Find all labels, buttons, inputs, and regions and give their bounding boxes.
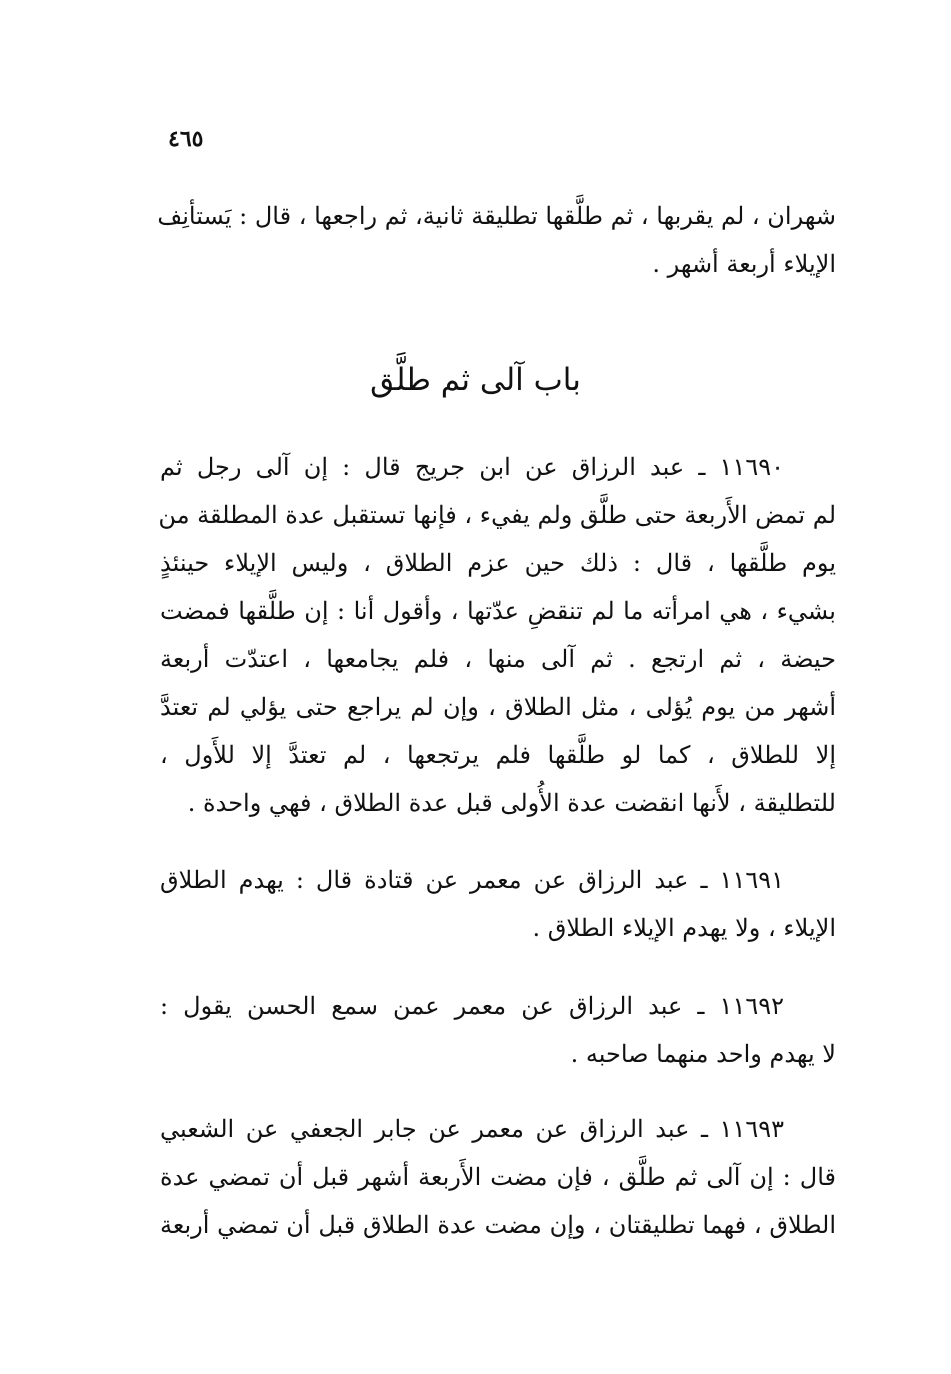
text-line: ١١٦٩٢ ـ عبد الرزاق عن معمر عمن سمع الحسن يقول : <box>160 992 784 1020</box>
text-line: حيضة ، ثم ارتجع . ثم آلى منها ، فلم يجامعها ، اعتدّت أربعة <box>160 645 836 673</box>
hadith-11693 <box>160 1105 836 1249</box>
text-line: إلا للطلاق ، كما لو طلَّقها فلم يرتجعها ، لم تعتدَّ إلا للأَول ، <box>160 741 836 769</box>
text-line: الإيلاء أربعة أشهر . <box>652 250 836 278</box>
hadith-11691 <box>160 856 836 952</box>
text-line: أشهر من يوم يُؤلى ، مثل الطلاق ، وإن لم يراجع حتى يؤلي لم تعتدَّ <box>160 693 836 721</box>
text-line: للتطليقة ، لأَنها انقضت عدة الأُولى قبل عدة الطلاق ، فهي واحدة . <box>187 789 836 817</box>
text-line: الإيلاء ، ولا يهدم الإيلاء الطلاق . <box>532 914 836 942</box>
page-number: ٤٦٥ <box>168 126 204 152</box>
text-line: قال : إن آلى ثم طلَّق ، فإن مضت الأَربعة أشهر قبل أن تمضي عدة <box>160 1163 836 1191</box>
text-line: لم تمض الأَربعة حتى طلَّق ولم يفيء ، فإنها تستقبل عدة المطلقة من <box>158 501 836 529</box>
continuation-paragraph <box>157 192 836 288</box>
text-line: الطلاق ، فهما تطليقتان ، وإن مضت عدة الطلاق قبل أن تمضي أربعة <box>160 1211 836 1239</box>
text-line: يوم طلَّقها ، قال : ذلك حين عزم الطلاق ، وليس الإيلاء حينئذٍ <box>160 549 836 577</box>
text-line: لا يهدم واحد منهما صاحبه . <box>570 1040 836 1068</box>
text-line: شهران ، لم يقربها ، ثم طلَّقها تطليقة ثانية، ثم راجعها ، قال : يَستأنِف <box>157 202 836 230</box>
text-line: ١١٦٩١ ـ عبد الرزاق عن معمر عن قتادة قال : يهدم الطلاق <box>160 866 784 894</box>
text-line: ١١٦٩٠ ـ عبد الرزاق عن ابن جريج قال : إن آلى رجل ثم <box>160 453 784 481</box>
hadith-11692 <box>160 982 836 1078</box>
text-line: بشيء ، هي امرأته ما لم تنقضِ عدّتها ، وأقول أنا : إن طلَّقها فمضت <box>160 597 836 625</box>
hadith-11690 <box>160 443 836 827</box>
chapter-title: باب آلى ثم طلَّق <box>370 362 581 398</box>
text-line: ١١٦٩٣ ـ عبد الرزاق عن معمر عن جابر الجعفي عن الشعبي <box>160 1115 784 1143</box>
